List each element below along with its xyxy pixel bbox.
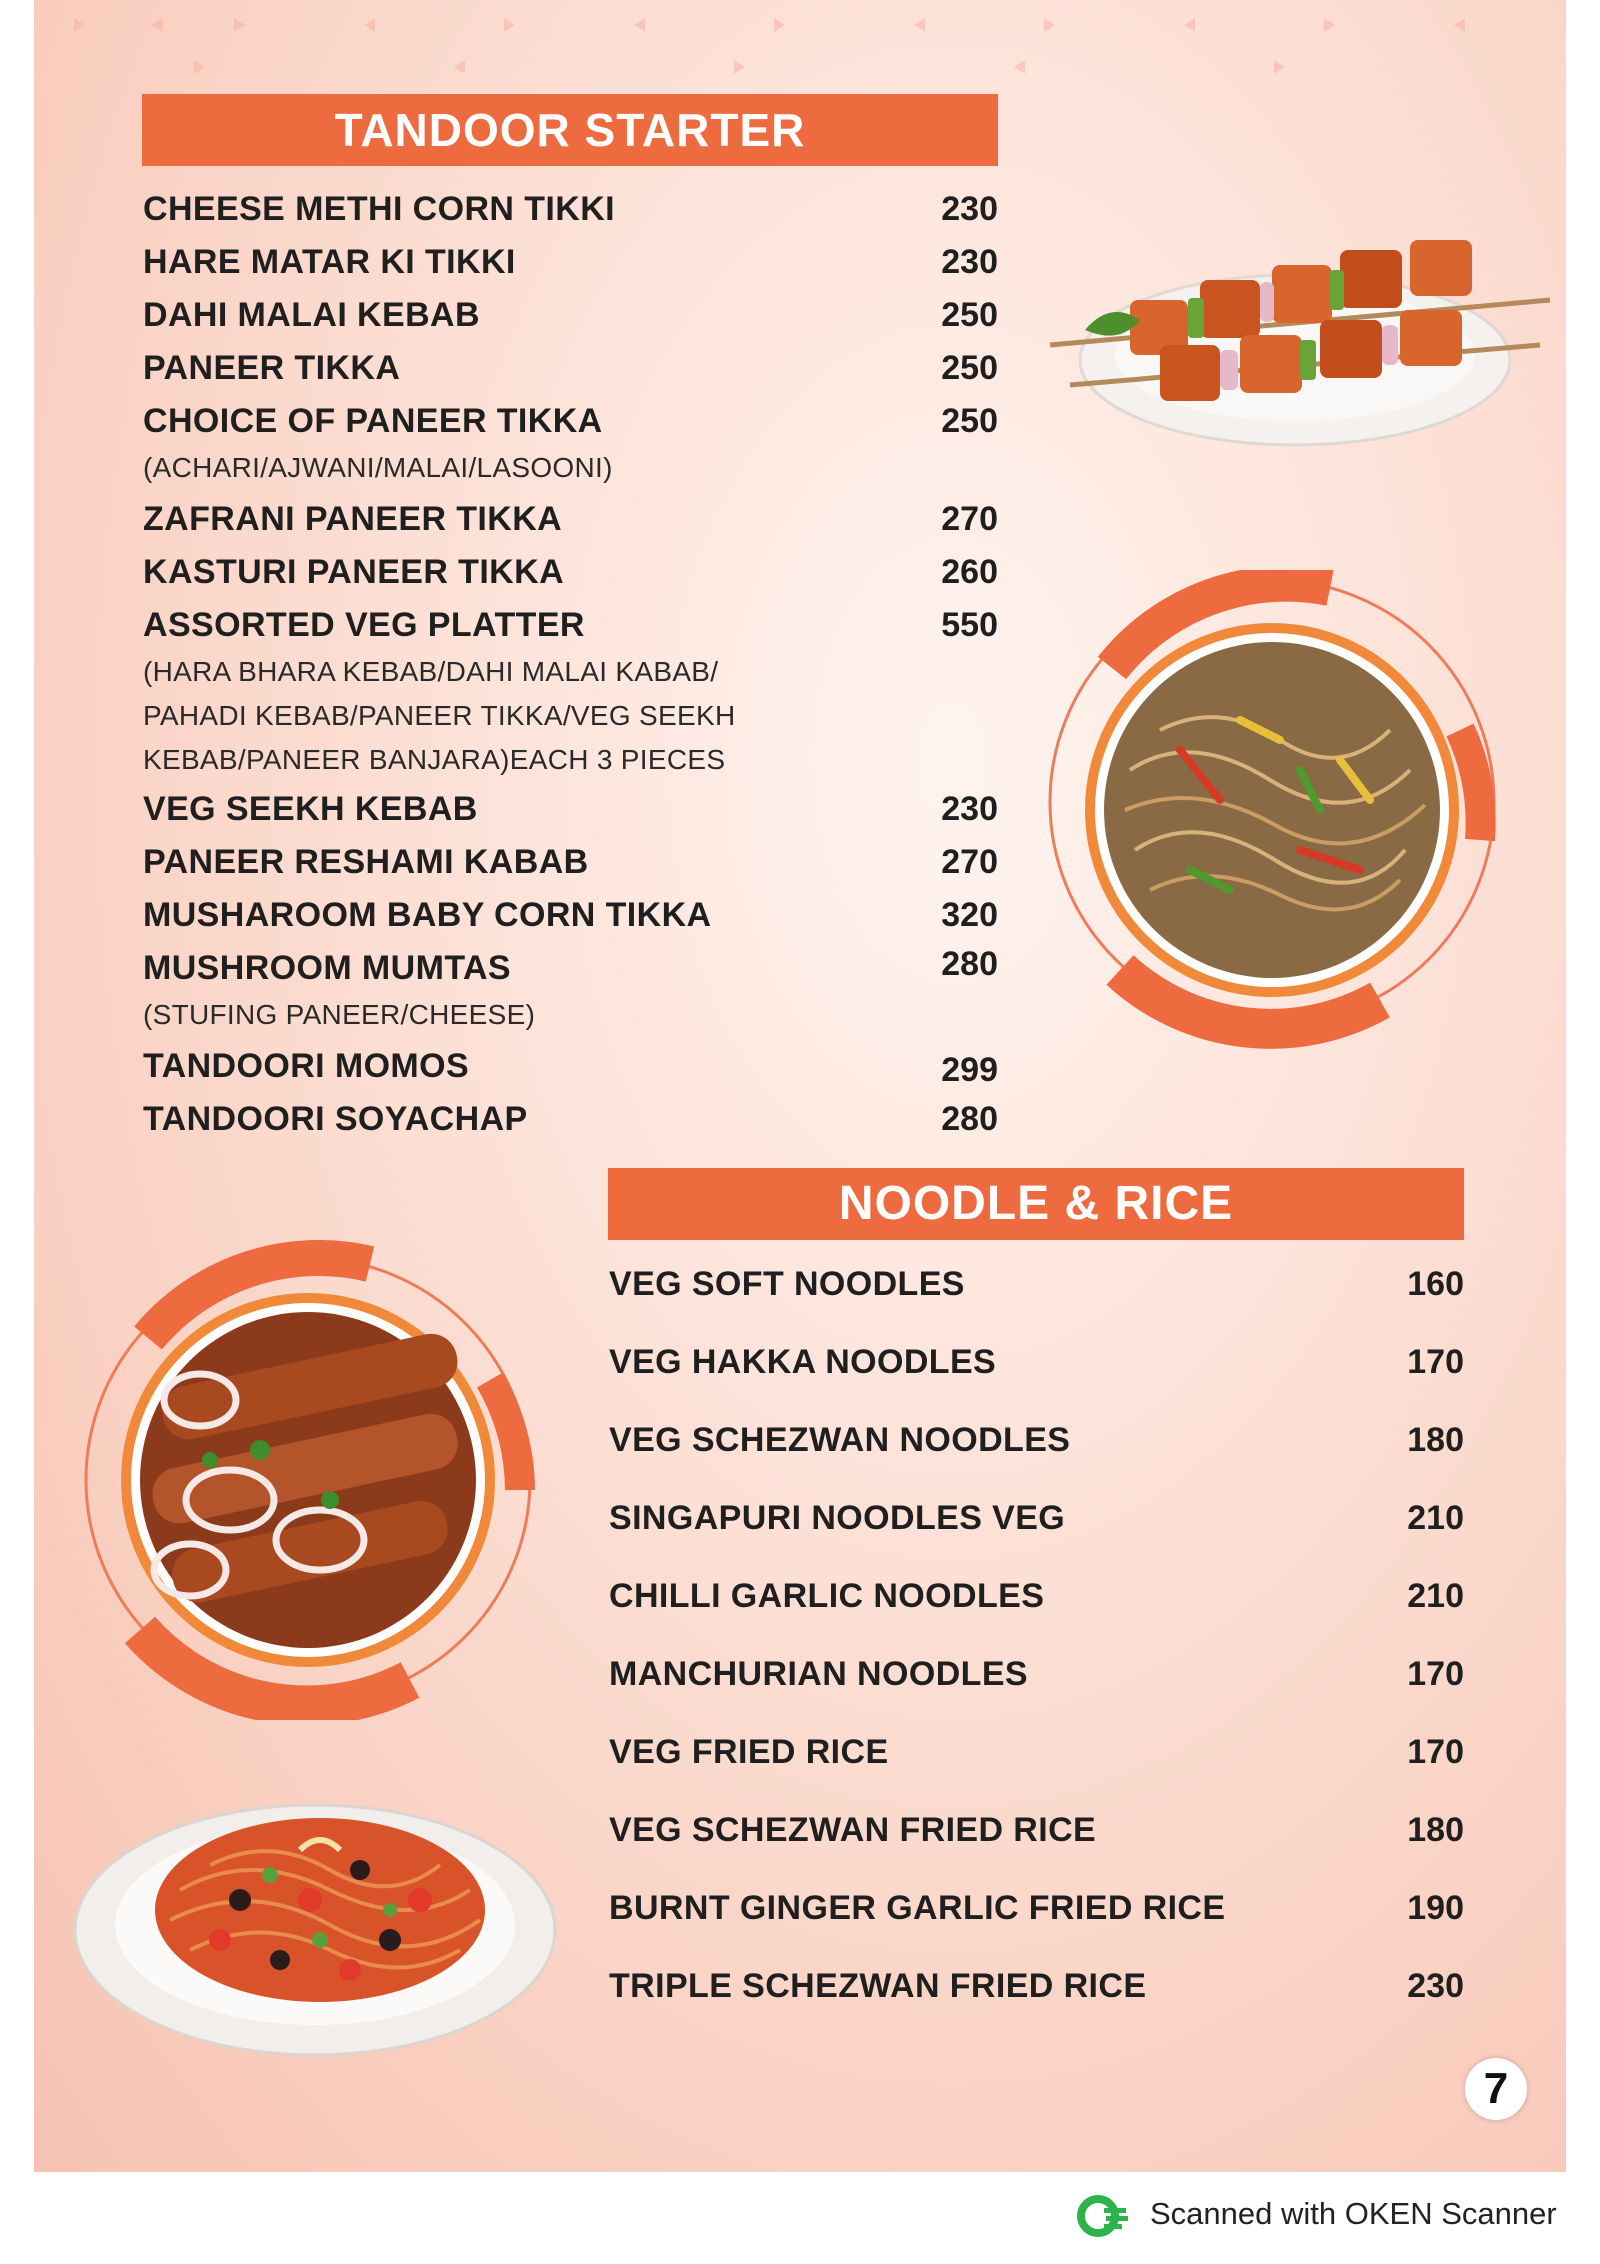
seekh-kebab-image [80,1240,560,1720]
decor-triangle [364,18,375,32]
menu-item-price: 170 [1407,1655,1464,1693]
menu-item-price: 250 [941,402,998,440]
decor-triangle [1454,18,1465,32]
menu-item-price: 250 [941,296,998,334]
menu-item-price: 160 [1407,1265,1464,1303]
menu-item-price: 170 [1407,1733,1464,1771]
decor-triangle [1044,18,1055,32]
menu-item-name: ASSORTED VEG PLATTER [143,606,585,644]
menu-item-name: VEG SCHEZWAN FRIED RICE [609,1811,1097,1849]
decor-triangle [1324,18,1335,32]
decor-triangle [504,18,515,32]
noodle-rice-banner [608,1168,1464,1240]
decor-triangle [234,18,245,32]
tandoor-starter-title: TANDOOR STARTER [334,104,806,156]
decor-triangle [152,18,163,32]
menu-item-name: MUSHROOM MUMTAS [143,949,511,987]
menu-item-price: 250 [941,349,998,387]
menu-item-price: 210 [1407,1577,1464,1615]
menu-item-note-line: KEBAB/PANEER BANJARA)EACH 3 PIECES [143,744,726,775]
menu-item-price: 280 [941,945,998,983]
menu-item-price: 270 [941,843,998,881]
menu-item-price: 299 [941,1051,998,1089]
noodles-image [1040,570,1520,1050]
menu-item-price: 550 [941,606,998,644]
menu-item-price: 230 [1407,1967,1464,2005]
decor-triangle [1014,60,1025,74]
menu-item-name: PANEER RESHAMI KABAB [143,843,589,881]
spaghetti-image [60,1770,580,2070]
menu-item-name: TRIPLE SCHEZWAN FRIED RICE [609,1967,1147,2005]
menu-item-price: 180 [1407,1811,1464,1849]
menu-item-name: VEG SOFT NOODLES [609,1265,965,1303]
menu-item-name: DAHI MALAI KEBAB [143,296,480,334]
decor-triangle [634,18,645,32]
menu-item-note-line: PAHADI KEBAB/PANEER TIKKA/VEG SEEKH [143,700,736,731]
menu-item-name: SINGAPURI NOODLES VEG [609,1499,1066,1537]
tandoor-starter-banner [142,94,998,166]
menu-item-name: KASTURI PANEER TIKKA [143,553,565,591]
menu-item-note: (ACHARI/AJWANI/MALAI/LASOONI) [143,452,613,483]
menu-item-price: 320 [941,896,998,934]
menu-item-price: 270 [941,500,998,538]
decor-triangle [74,18,85,32]
decor-triangle [774,18,785,32]
menu-item-price: 230 [941,243,998,281]
menu-item-price: 260 [941,553,998,591]
menu-item-name: HARE MATAR KI TIKKI [143,243,516,281]
paneer-tikka-image [1040,170,1560,460]
menu-item-name: CHOICE OF PANEER TIKKA [143,402,603,440]
menu-item-price: 280 [941,1100,998,1138]
noodle-rice-title: NOODLE & RICE [838,1177,1234,1230]
menu-item-price: 230 [941,190,998,228]
menu-item-name: MANCHURIAN NOODLES [609,1655,1028,1693]
menu-item-name: TANDOORI SOYACHAP [143,1100,528,1138]
decor-triangle [914,18,925,32]
menu-item-name: VEG SCHEZWAN NOODLES [609,1421,1071,1459]
menu-item-price: 210 [1407,1499,1464,1537]
oken-scanner-logo-icon [1076,2194,1132,2238]
menu-item-name: VEG HAKKA NOODLES [609,1343,997,1381]
menu-item-name: VEG FRIED RICE [609,1733,889,1771]
decor-triangle [194,60,205,74]
menu-item-price: 230 [941,790,998,828]
menu-item-name: CHEESE METHI CORN TIKKI [143,190,616,228]
menu-item-name: ZAFRANI PANEER TIKKA [143,500,563,538]
menu-item-name: CHILLI GARLIC NOODLES [609,1577,1045,1615]
decor-triangle [734,60,745,74]
menu-item-price: 190 [1407,1889,1464,1927]
menu-item-name: MUSHAROOM BABY CORN TIKKA [143,896,712,934]
menu-item-name: BURNT GINGER GARLIC FRIED RICE [609,1889,1226,1927]
decor-triangle [1274,60,1285,74]
scanner-footer-text: Scanned with OKEN Scanner [1150,2196,1557,2231]
menu-item-name: VEG SEEKH KEBAB [143,790,478,828]
menu-item-price: 180 [1407,1421,1464,1459]
menu-item-price: 170 [1407,1343,1464,1381]
menu-item-name: PANEER TIKKA [143,349,401,387]
decor-triangle [454,60,465,74]
page-number: 7 [1465,2058,1527,2120]
decor-triangle [1184,18,1195,32]
menu-item-note-line: (HARA BHARA KEBAB/DAHI MALAI KABAB/ [143,656,719,687]
menu-item-name: TANDOORI MOMOS [143,1047,470,1085]
menu-item-note: (STUFING PANEER/CHEESE) [143,999,536,1030]
